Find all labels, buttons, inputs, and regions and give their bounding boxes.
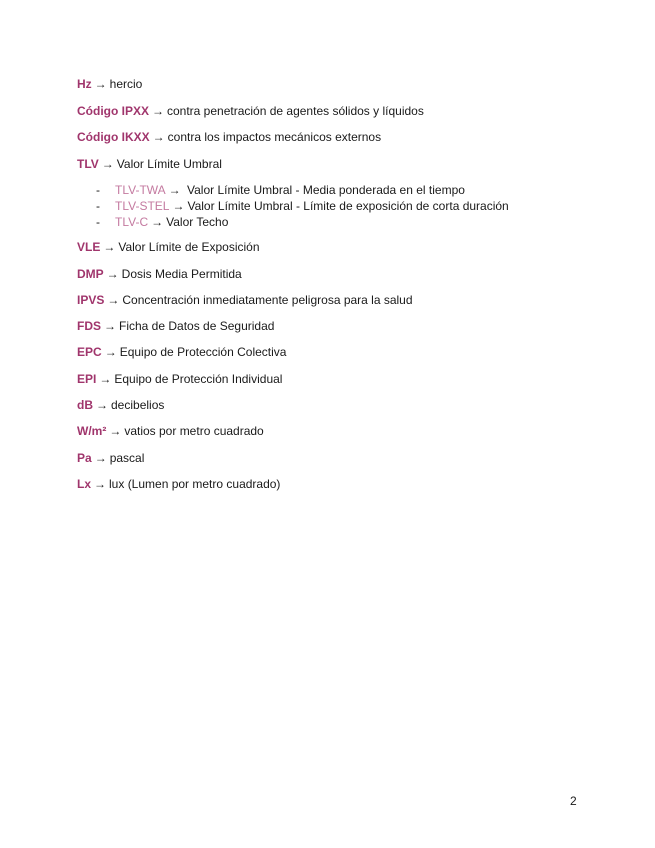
- abbreviation: EPC: [77, 345, 102, 359]
- definition: pascal: [109, 451, 145, 465]
- arrow: →: [104, 319, 116, 333]
- glossary-entry-vle: [77, 240, 260, 254]
- sub-abbreviation: TLV-STEL: [115, 199, 170, 213]
- abbreviation: IPVS: [77, 293, 105, 307]
- arrow: →: [152, 130, 165, 144]
- definition: vatios por metro cuadrado: [124, 424, 264, 438]
- abbreviation: EPI: [77, 372, 97, 386]
- definition: lux (Lumen por metro cuadrado): [109, 477, 281, 491]
- glossary-entry-wm2: [77, 424, 264, 438]
- arrow: →: [94, 451, 107, 465]
- glossary-entry-db: [77, 398, 164, 412]
- page-number: 2: [570, 794, 577, 808]
- definition: Ficha de Datos de Seguridad: [119, 319, 275, 333]
- tlv-subitem-stel: [96, 199, 509, 213]
- abbreviation: Código IPXX: [77, 104, 149, 118]
- sub-definition: Valor Límite Umbral - Media ponderada en el tiempo: [187, 183, 465, 197]
- arrow: →: [101, 157, 114, 171]
- sub-abbreviation: TLV-C: [115, 215, 149, 229]
- bullet-dash: -: [96, 215, 100, 229]
- abbreviation: TLV: [77, 157, 99, 171]
- arrow: →: [94, 77, 107, 91]
- bullet-dash: -: [96, 183, 100, 197]
- arrow: →: [99, 372, 112, 386]
- abbreviation: dB: [77, 398, 93, 412]
- arrow: →: [104, 345, 117, 359]
- abbreviation: Lx: [77, 477, 92, 491]
- arrow: →: [168, 183, 181, 197]
- glossary-entry-ipvs: [77, 293, 413, 307]
- arrow: →: [172, 199, 185, 213]
- sub-definition: Valor Techo: [166, 215, 229, 229]
- definition: Concentración inmediatamente peligrosa para la salud: [122, 293, 413, 307]
- sub-definition: Valor Límite Umbral - Límite de exposición de corta duración: [187, 199, 509, 213]
- glossary-entry-epi: [77, 372, 282, 386]
- glossary-entry-dmp: [77, 267, 242, 281]
- definition: contra los impactos mecánicos externos: [167, 130, 382, 144]
- abbreviation: Hz: [77, 77, 92, 91]
- arrow: →: [96, 398, 108, 412]
- arrow: →: [94, 477, 107, 491]
- glossary-entry-hz: [77, 77, 142, 91]
- abbreviation: Pa: [77, 451, 92, 465]
- abbreviation: DMP: [77, 267, 104, 281]
- abbreviation: VLE: [77, 240, 101, 254]
- glossary-entry-fds: [77, 319, 274, 333]
- arrow: →: [109, 424, 122, 438]
- definition: Valor Límite de Exposición: [118, 240, 260, 254]
- glossary-entry-pa: [77, 451, 144, 465]
- tlv-subitem-c: [96, 215, 228, 229]
- glossary-entry-ipxx: [77, 104, 424, 118]
- definition: Valor Límite Umbral: [116, 157, 222, 171]
- arrow: →: [151, 215, 164, 229]
- glossary-entry-lx: [77, 477, 280, 491]
- definition: contra penetración de agentes sólidos y líquidos: [167, 104, 424, 118]
- bullet-dash: -: [96, 199, 100, 213]
- arrow: →: [103, 240, 116, 254]
- arrow: →: [152, 104, 164, 118]
- definition: Equipo de Protección Colectiva: [119, 345, 287, 359]
- definition: Dosis Media Permitida: [121, 267, 242, 281]
- definition: hercio: [109, 77, 143, 91]
- definition: decibelios: [111, 398, 165, 412]
- arrow: →: [107, 293, 120, 307]
- abbreviation: Código IKXX: [77, 130, 150, 144]
- glossary-entry-tlv: [77, 157, 222, 171]
- tlv-subitem-twa: [96, 183, 465, 197]
- glossary-entry-epc: [77, 345, 286, 359]
- arrow: →: [106, 267, 119, 281]
- abbreviation: W/m²: [77, 424, 107, 438]
- definition: Equipo de Protección Individual: [114, 372, 283, 386]
- abbreviation: FDS: [77, 319, 101, 333]
- glossary-entry-ikxx: [77, 130, 381, 144]
- sub-abbreviation: TLV-TWA: [115, 183, 166, 197]
